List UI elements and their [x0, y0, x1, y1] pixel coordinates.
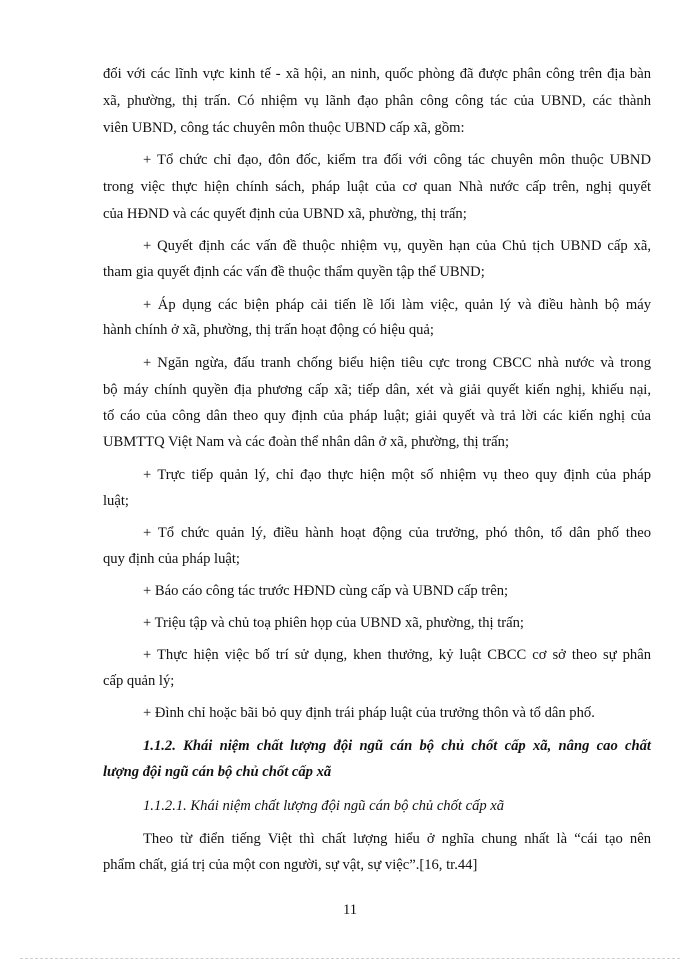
- text-line: + Áp dụng các biện pháp cải tiến lề lối làm việc, quản lý và điều hành bộ máy: [143, 297, 651, 313]
- text-line: xã, phường, thị trấn. Có nhiệm vụ lãnh đạo phân công công tác của UBND, các thành: [103, 93, 651, 109]
- text-line: của HĐND và các quyết định của UBND xã, phường, thị trấn;: [103, 206, 467, 222]
- text-line: phẩm chất, giá trị của một con người, sự vật, sự việc”.[16, tr.44]: [103, 857, 478, 873]
- text-line: đối với các lĩnh vực kinh tế - xã hội, an ninh, quốc phòng đã được phân công trên địa bàn: [103, 66, 651, 82]
- section-heading: 1.1.2. Khái niệm chất lượng đội ngũ cán bộ chủ chốt cấp xã, nâng cao chất: [143, 738, 651, 754]
- text-line: tham gia quyết định các vấn đề thuộc thẩm quyền tập thể UBND;: [103, 264, 485, 280]
- text-line: + Ngăn ngừa, đấu tranh chống biểu hiện tiêu cực trong CBCC nhà nước và trong: [143, 355, 651, 371]
- section-heading: lượng đội ngũ cán bộ chủ chốt cấp xã: [103, 764, 332, 780]
- text-line: + Tổ chức chỉ đạo, đôn đốc, kiểm tra đối với công tác chuyên môn thuộc UBND: [143, 152, 651, 168]
- text-line: hành chính ở xã, phường, thị trấn hoạt động có hiệu quả;: [103, 322, 434, 338]
- text-line: trong việc thực hiện chính sách, pháp luật của cơ quan Nhà nước cấp trên, nghị quyết: [103, 179, 651, 195]
- text-line: cấp quản lý;: [103, 673, 175, 689]
- text-line: + Quyết định các vấn đề thuộc nhiệm vụ, quyền hạn của Chủ tịch UBND cấp xã,: [143, 238, 651, 254]
- text-line: bộ máy chính quyền địa phương cấp xã; tiếp dân, xét và giải quyết kiến nghị, khiếu nại,: [103, 382, 651, 398]
- text-line: + Đình chỉ hoặc bãi bỏ quy định trái pháp luật của trưởng thôn và tổ dân phố.: [143, 705, 595, 721]
- text-line: UBMTTQ Việt Nam và các đoàn thể nhân dân ở xã, phường, thị trấn;: [103, 434, 509, 450]
- text-line: Theo từ điển tiếng Việt thì chất lượng hiểu ở nghĩa chung nhất là “cái tạo nên: [143, 831, 651, 847]
- text-line: + Báo cáo công tác trước HĐND cùng cấp và UBND cấp trên;: [143, 583, 509, 599]
- text-line: quy định của pháp luật;: [103, 551, 240, 567]
- text-line: viên UBND, công tác chuyên môn thuộc UBND cấp xã, gồm:: [103, 120, 465, 136]
- text-line: tố cáo của công dân theo quy định của pháp luật; giải quyết và trả lời các kiến nghị của: [103, 408, 651, 424]
- text-line: + Tổ chức quản lý, điều hành hoạt động của trưởng, phó thôn, tổ dân phố theo: [143, 525, 651, 541]
- text-line: + Thực hiện việc bố trí sử dụng, khen thưởng, kỷ luật CBCC cơ sở theo sự phân: [143, 647, 651, 663]
- page-bottom-divider: [20, 958, 680, 959]
- text-line: luật;: [103, 493, 129, 509]
- text-line: + Trực tiếp quản lý, chỉ đạo thực hiện một số nhiệm vụ theo quy định của pháp: [143, 467, 651, 483]
- text-line: + Triệu tập và chủ toạ phiên họp của UBND xã, phường, thị trấn;: [143, 615, 524, 631]
- subsection-heading: 1.1.2.1. Khái niệm chất lượng đội ngũ cán bộ chủ chốt cấp xã: [143, 798, 505, 814]
- page-number: 11: [342, 902, 358, 918]
